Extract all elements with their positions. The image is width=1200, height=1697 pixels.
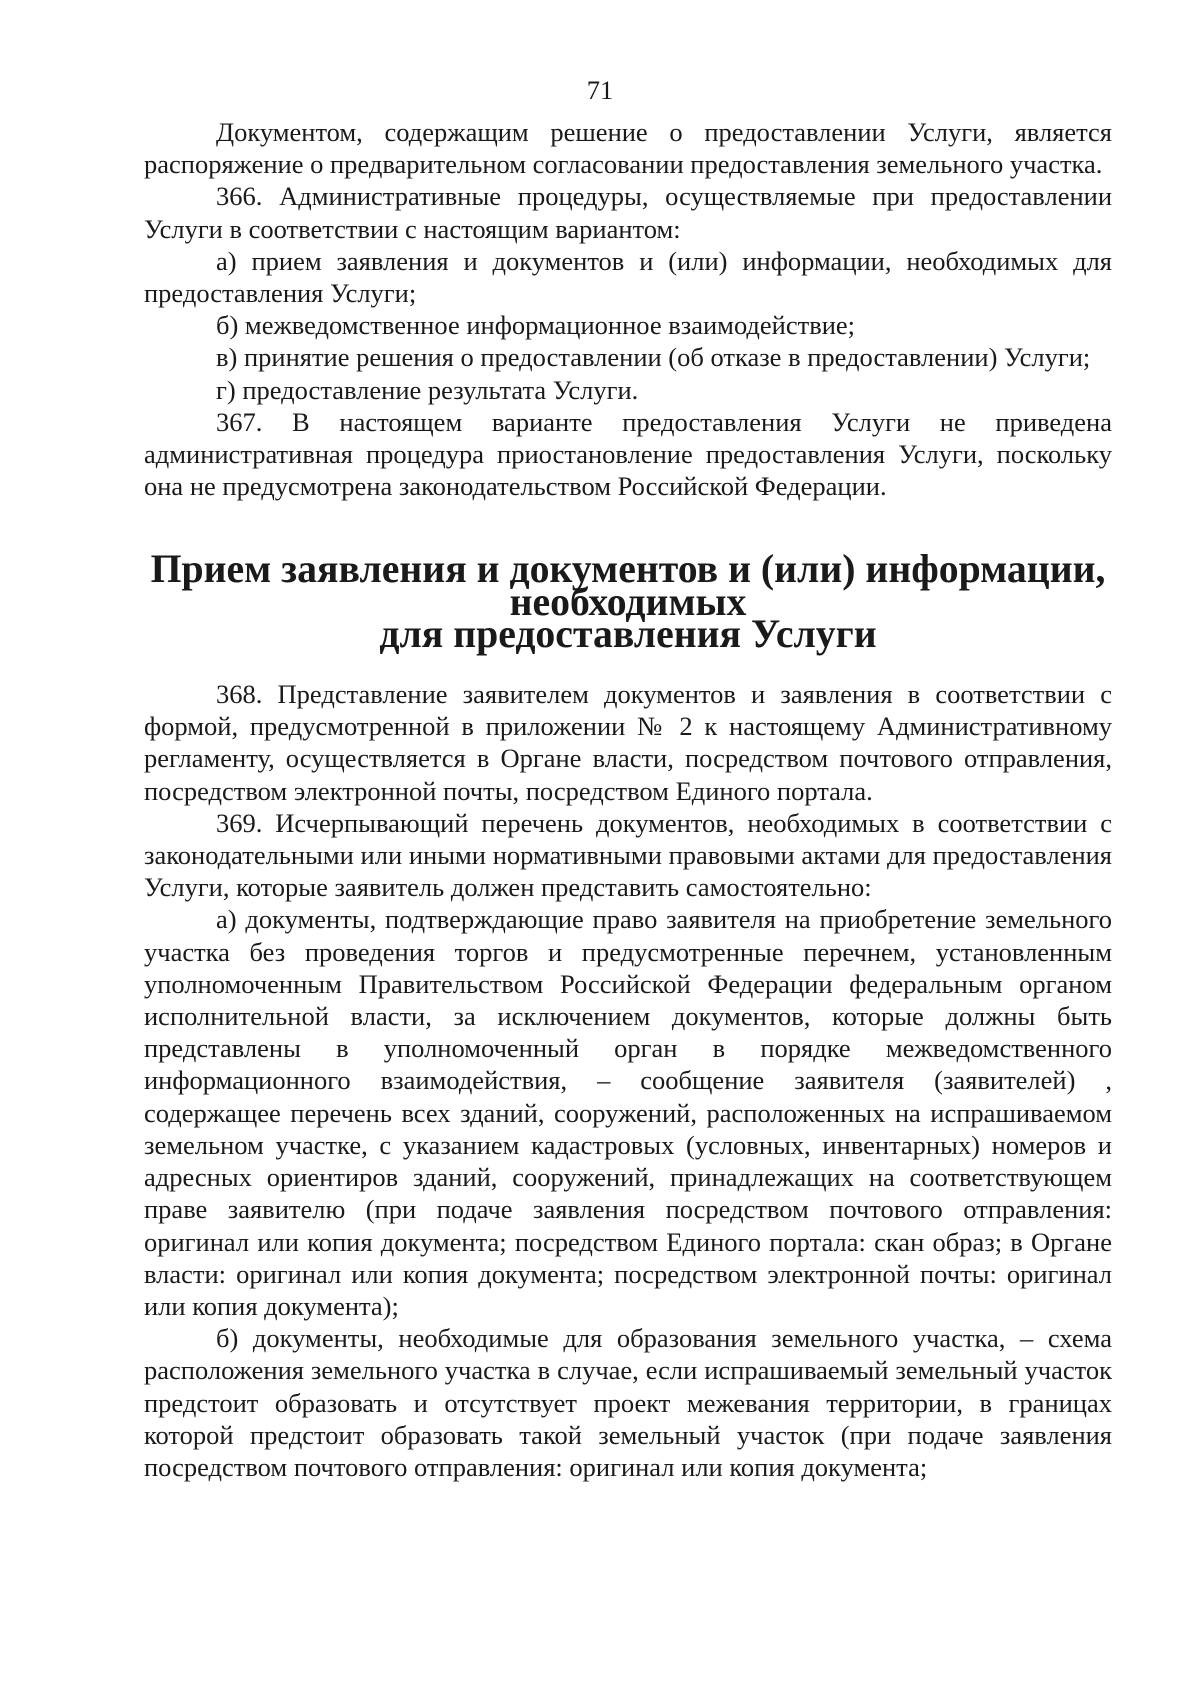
page-number: 71 bbox=[586, 75, 614, 105]
paragraph-366-item-b: б) межведомственное информационное взаимодействие; bbox=[216, 310, 856, 341]
paragraph-366-item-v: в) принятие решения о предоставлении (об отказе в предоставлении) Услуги; bbox=[216, 342, 1091, 373]
section-heading-line-1: Прием заявления и документов и (или) информации, необходимых bbox=[150, 547, 1106, 624]
paragraph-366-item-a: а) прием заявления и документов и (или) информации, необходимых для предоставления Услуги; bbox=[144, 245, 1112, 309]
paragraph-decision-document: Документом, содержащим решение о предоставлении Услуги, является распоряжение о предварительном согласовании предоставления земельного участка. bbox=[144, 117, 1112, 180]
paragraph-368: 368. Представление заявителем документов и заявления в соответствии с формой, предусмотренной в приложении № 2 к настоящему Административному регламенту, осуществляется в Органе власти, посредством почтового отправления, посредством электронной почты, посредством Единого портала. bbox=[144, 679, 1112, 806]
section-heading-line-2: для предоставления Услуги bbox=[379, 611, 877, 656]
paragraph-369-item-a: а) документы, подтверждающие право заявителя на приобретение земельного участка без проведения торгов и предусмотренные перечнем, установленным уполномоченным Правительством Российской Федерации федеральным органом исполнительной власти, за исключением документов, которые должны быть представлены в уполномоченный орган в порядке межведомственного информационного взаимодействия, – сообщение заявителя (заявителей) , содержащее перечень всех зданий, сооружений, расположенных на испрашиваемом земельном участке, с указанием кадастровых (условных, инвентарных) номеров и адресных ориентиров зданий, сооружений, принадлежащих на соответствующем праве заявителю (при подаче заявления посредством почтового отправления: оригинал или копия документа; посредством Единого портала: скан образ; в Органе власти: оригинал или копия документа; посредством электронной почты: оригинал или копия документа); bbox=[144, 904, 1112, 1321]
paragraph-366: 366. Административные процедуры, осуществляемые при предоставлении Услуги в соответствии с настоящим вариантом: bbox=[144, 181, 1112, 244]
paragraph-369-item-b: б) документы, необходимые для образования земельного участка, – схема расположения земельного участка в случае, если испрашиваемый земельный участок предстоит образовать и отсутствует проект межевания территории, в границах которой предстоит образовать такой земельный участок (при подаче заявления посредством почтового отправления: оригинал или копия документа; bbox=[144, 1323, 1112, 1482]
section-heading bbox=[144, 547, 1112, 656]
paragraph-367: 367. В настоящем варианте предоставления Услуги не приведена административная процедура приостановление предоставления Услуги, поскольку она не предусмотрена законодательством Российской Федерации. bbox=[144, 406, 1112, 502]
document-body bbox=[144, 116, 1112, 1483]
paragraph-369: 369. Исчерпывающий перечень документов, необходимых в соответствии с законодательными или иными нормативными правовыми актами для предоставления Услуги, которые заявитель должен представить самостоятельно: bbox=[144, 807, 1112, 903]
paragraph-366-item-g: г) предоставление результата Услуги. bbox=[216, 374, 639, 405]
